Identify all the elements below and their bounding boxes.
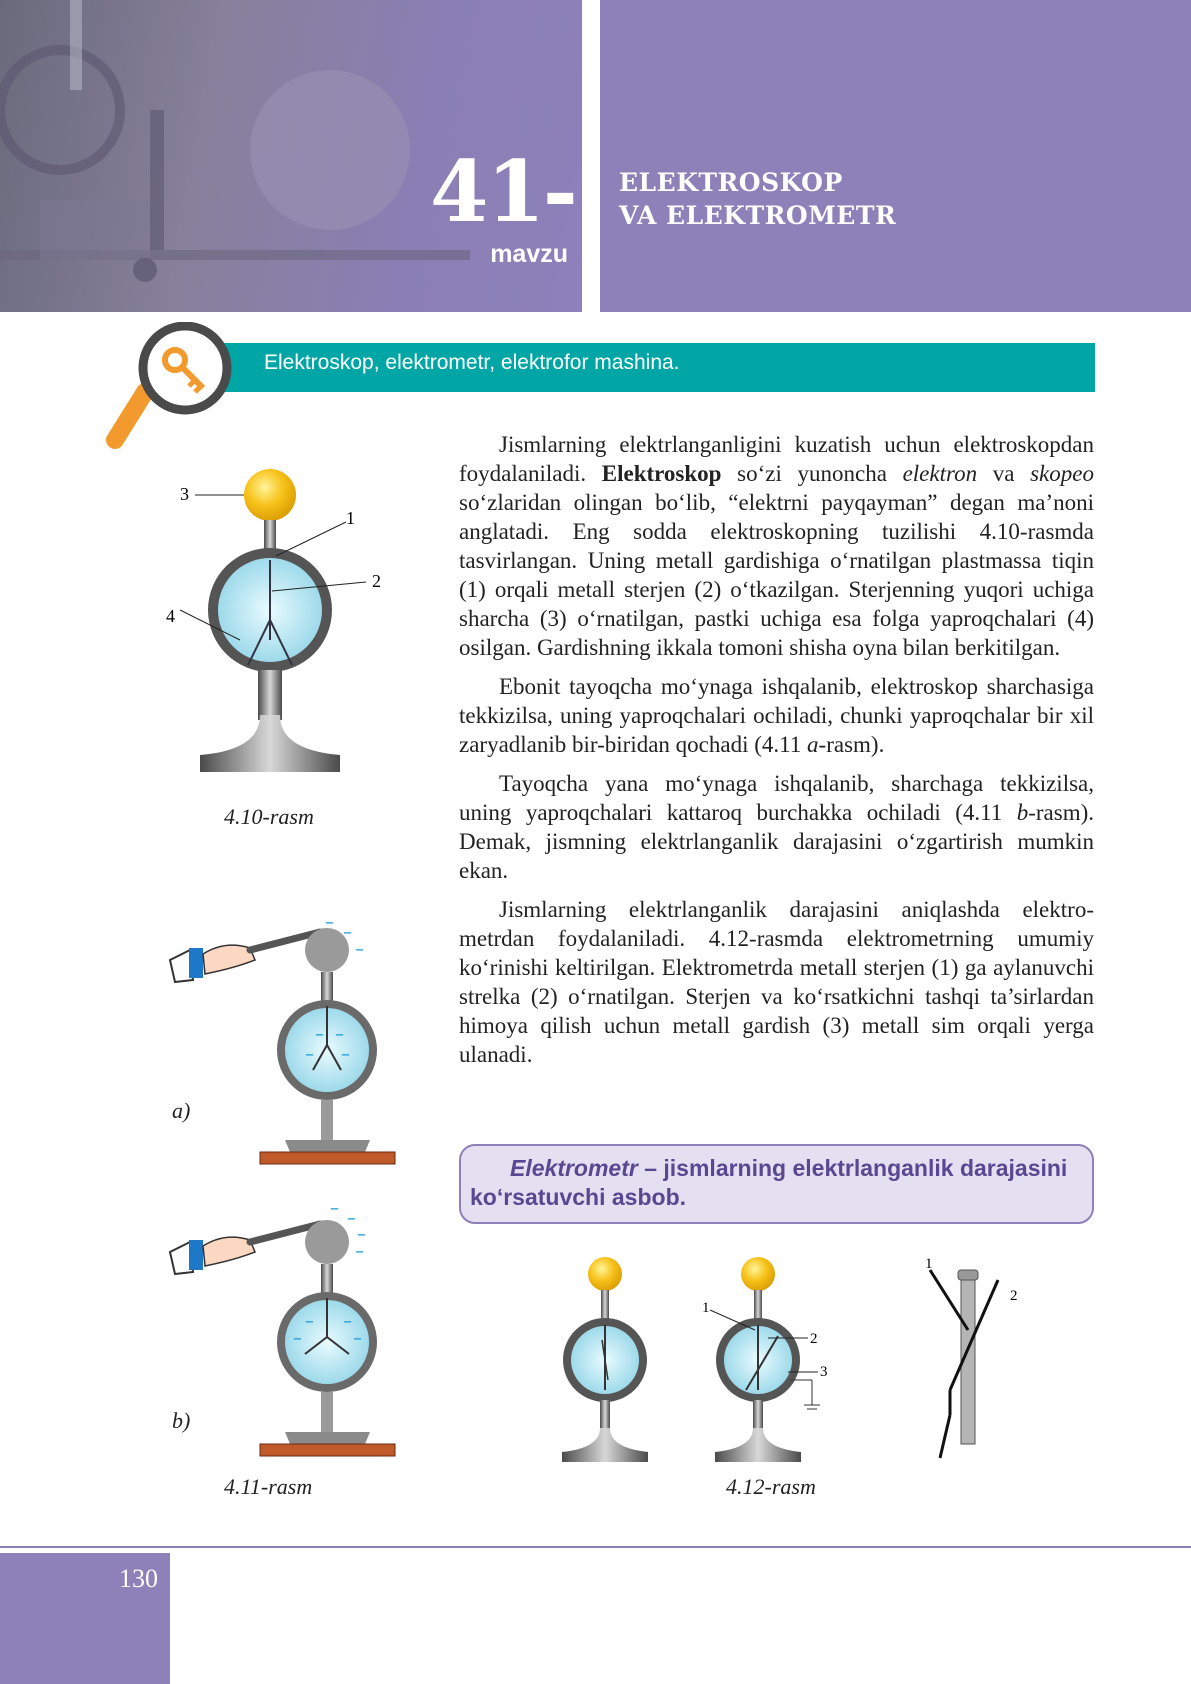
fig412-label-1: 1 [702, 1300, 710, 1316]
charge-sign: – [343, 1311, 352, 1332]
figure-4-11b-more-charged-electroscope [165, 1202, 405, 1462]
paragraph-3: Tayoqcha yana mo‘ynaga ishqalanib, sharchaga tekkizilsa, uning yaproqchalari kattaroq burchakka ochiladi (4.11 b-rasm). Demak, jismning elektrlanganlik darajasini o‘zgartirish mumkin ekan. [459, 771, 1094, 883]
charge-sign: – [357, 1224, 366, 1245]
charge-sign: – [325, 912, 334, 933]
fig410-caption: 4.10-rasm [224, 804, 314, 829]
charge-sign: – [305, 1044, 314, 1065]
figure-4-12-electrometer [550, 1250, 1020, 1470]
charge-sign: – [343, 922, 352, 943]
fig412-detail-label-2: 2 [1010, 1288, 1018, 1304]
ball [244, 469, 296, 521]
charge-sign: – [355, 939, 364, 960]
fig412-label-2: 2 [810, 1331, 818, 1347]
definition-term: Elektrometr [510, 1155, 638, 1181]
paragraph-2: Ebonit tayoqcha mo‘ynaga ishqalanib, elektroskop sharchasiga tekkizilsa, uning yaproqchalari ochiladi, chunki yaproqchalar bir xil zaryadlanib bir-biridan qochadi (4.11 a-rasm). [459, 674, 1094, 757]
charge-sign: – [335, 1024, 344, 1045]
fig410-label-3: 3 [180, 484, 189, 504]
footer-line [0, 1546, 1191, 1548]
fig411-label-a: a) [172, 1098, 191, 1123]
page-number: 130 [119, 1564, 158, 1593]
definition-text: Elektrometr – jismlarning elektrlanganlik darajasini ko‘rsatuvchi asbob. [470, 1155, 1068, 1210]
magnifier-key-icon [105, 322, 235, 452]
charge-sign: – [341, 1044, 350, 1065]
header-title-panel [600, 0, 1191, 312]
fig410-label-1: 1 [346, 508, 355, 528]
fig411-caption: 4.11-rasm [224, 1474, 313, 1499]
figure-4-10-electroscope [160, 460, 420, 800]
fig411-label-b: b) [172, 1408, 191, 1433]
fig410-label-4: 4 [166, 606, 175, 626]
paragraph-1: Jismlarning elektrlanganligini kuzatish uchun elektroskopdan foydalaniladi. Elektroskop so‘zi yunoncha elektron va skopeo so‘zlaridan olingan bo‘lib, “elektrni payqayman” degan ma’noni anglatadi. Eng sodda elektroskopning tuzilishi 4.10-rasmda tasvirlangan. Uning metall gardishiga o‘rnatilgan plastmassa tiqin (1) orqali metall sterjen (2) o‘tkazilgan. Sterjenning yuqori uchiga sharcha (3) o‘rnatilgan, pastki uchiga esa folga yaproqchalari (4) osilgan. Gardishning ikkala tomoni shisha oyna bilan berkitilgan. [459, 432, 1094, 660]
main-text [459, 430, 1094, 1079]
keywords-text: Elektroskop, elektrometr, elektrofor mashina. [264, 351, 680, 374]
lesson-title-line2: VA ELEKTROMETR [619, 201, 897, 230]
lesson-title-line1: ELEKTROSKOP [619, 168, 843, 197]
lesson-word: mavzu [490, 240, 568, 268]
lesson-number: 41- [430, 142, 576, 241]
fig412-label-3: 3 [820, 1364, 828, 1380]
charge-sign: – [293, 1328, 302, 1349]
charge-sign: – [305, 1311, 314, 1332]
charge-sign: – [355, 1241, 364, 1262]
fig410-label-2: 2 [372, 571, 381, 591]
fig412-caption: 4.12-rasm [726, 1474, 816, 1499]
charge-sign: – [315, 1024, 324, 1045]
fig412-detail-label-1: 1 [925, 1256, 933, 1272]
charge-sign: – [347, 1208, 356, 1229]
paragraph-4: Jismlarning elektrlanganlik darajasini aniqlashda elektrometrdan foydalaniladi. 4.12-rasmda elektrometrning umumiy ko‘rinishi keltirilgan. Elektrometrda metall sterjen (1) ga aylanuvchi strelka (2) o‘rnatilgan. Sterjen va ko‘rsatkichni tashqi ta’sirlardan himoya qilish uchun metall gardish (3) metall sim orqali yerga ulanadi. [459, 897, 1094, 1067]
charge-sign: – [330, 1202, 339, 1219]
charge-sign: – [353, 1328, 362, 1349]
figure-4-11a-charged-electroscope [165, 910, 405, 1170]
